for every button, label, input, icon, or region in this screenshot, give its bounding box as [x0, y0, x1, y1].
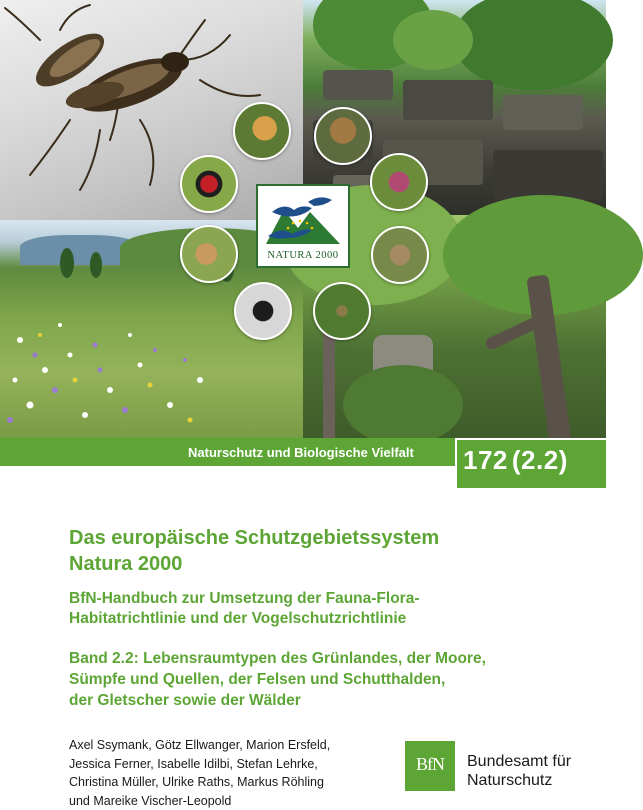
author-line: Axel Ssymank, Götz Ellwanger, Marion Ersfeld, — [69, 736, 330, 755]
natura2000-label: NATURA 2000 — [258, 250, 348, 261]
volume-number — [463, 445, 568, 476]
inset-dragonfly — [313, 282, 371, 340]
publisher-name-line: Naturschutz — [467, 771, 571, 790]
series-title: Naturschutz und Biologische Vielfalt — [188, 445, 414, 460]
publisher-name-line: Bundesamt für — [467, 752, 571, 771]
volume-description-line: Sümpfe und Quellen, der Felsen und Schutthalden, — [69, 669, 589, 690]
volume-number-part: (2.2) — [512, 445, 568, 475]
author-line: Jessica Ferner, Isabelle Idilbi, Stefan Lehrke, — [69, 755, 330, 774]
main-title-line: Natura 2000 — [69, 551, 589, 577]
inset-grasshopper — [371, 226, 429, 284]
inset-spider — [234, 282, 292, 340]
subtitle-line: BfN-Handbuch zur Umsetzung der Fauna-Flora- — [69, 589, 589, 609]
natura2000-logo — [256, 184, 350, 268]
author-list — [69, 736, 330, 810]
bfn-logo — [405, 741, 455, 791]
main-title — [69, 525, 589, 577]
natura2000-emblem — [262, 190, 344, 248]
inset-orchid — [370, 153, 428, 211]
author-line: und Mareike Vischer-Leopold — [69, 792, 330, 810]
inset-burnet-moth — [180, 155, 238, 213]
volume-number-main: 172 — [463, 445, 508, 475]
volume-description-line: der Gletscher sowie der Wälder — [69, 690, 589, 711]
main-title-line: Das europäische Schutzgebietssystem — [69, 525, 589, 551]
subtitle-line: Habitatrichtlinie und der Vogelschutzrichtlinie — [69, 609, 589, 629]
volume-description — [69, 648, 589, 711]
inset-snail — [180, 225, 238, 283]
publisher-name — [467, 752, 571, 790]
inset-bee — [233, 102, 291, 160]
bfn-logo-text: BfN — [405, 754, 455, 775]
handbook-subtitle — [69, 589, 589, 629]
volume-description-line: Band 2.2: Lebensraumtypen des Grünlandes, der Moore, — [69, 648, 589, 669]
author-line: Christina Müller, Ulrike Raths, Markus Röhling — [69, 773, 330, 792]
inset-marmot — [314, 107, 372, 165]
